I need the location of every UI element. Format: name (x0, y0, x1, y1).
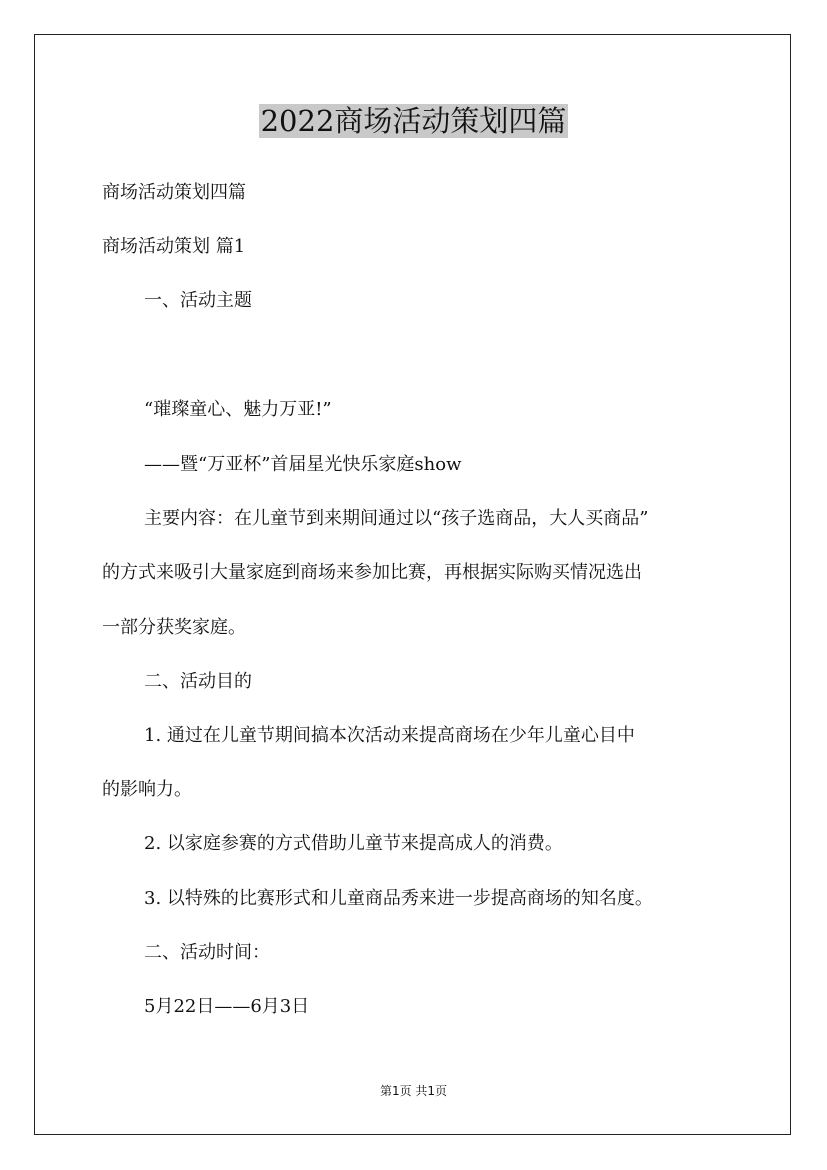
paragraph: “璀璨童心、魅力万亚!” (144, 399, 332, 420)
paragraph-heading: 商场活动策划四篇 (102, 182, 246, 203)
section-heading: 商场活动策划 篇1 (102, 236, 246, 257)
document-title: 2022商场活动策划四篇 (260, 104, 567, 138)
paragraph: 一、活动主题 (144, 290, 252, 311)
paragraph: 二、活动目的 (144, 671, 252, 692)
paragraph: 主要内容：在儿童节到来期间通过以“孩子选商品，大人买商品” (144, 508, 649, 529)
page-footer: 第1页 共1页 (379, 1084, 448, 1098)
paragraph: 的方式来吸引大量家庭到商场来参加比赛，再根据实际购买情况选出 (102, 562, 642, 583)
paragraph: 的影响力。 (102, 779, 192, 800)
paragraph: 二、活动时间： (144, 942, 270, 963)
paragraph: 3. 以特殊的比赛形式和儿童商品秀来进一步提高商场的知名度。 (144, 888, 653, 909)
paragraph: 2. 以家庭参赛的方式借助儿童节来提高成人的消费。 (144, 833, 563, 854)
paragraph: 1. 通过在儿童节期间搞本次活动来提高商场在少年儿童心目中 (144, 725, 635, 746)
paragraph: ——暨“万亚杯”首届星光快乐家庭show (144, 454, 462, 475)
paragraph: 一部分获奖家庭。 (102, 617, 246, 638)
paragraph: 5月22日——6月3日 (144, 996, 310, 1017)
